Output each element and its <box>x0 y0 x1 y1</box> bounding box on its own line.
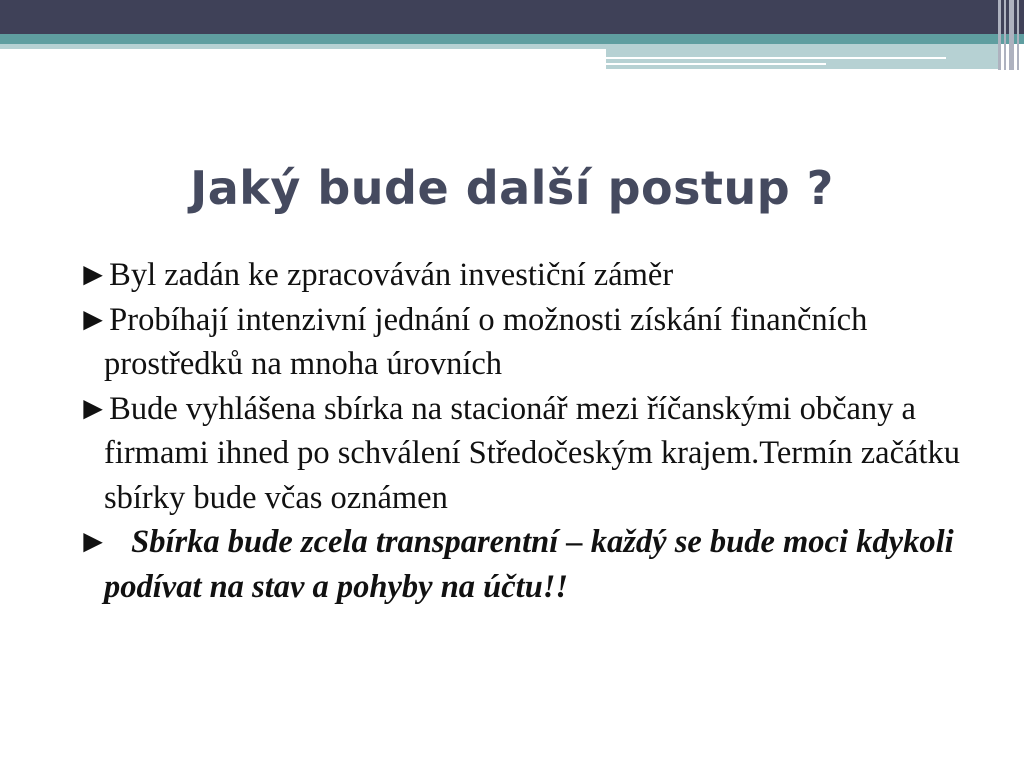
bullet-text: Bude vyhlášena sbírka na stacionář mezi říčanskými občany a firmami ihned po schválení Středočeským krajem.Termín začátku sbírky bude včas oznámen <box>104 390 960 516</box>
header-band-dark <box>0 0 1024 34</box>
slide-title: Jaký bude další postup ? <box>190 161 834 215</box>
bullet-text: Sbírka bude zcela transparentní – každý se bude moci kdykoli podívat na stav a pohyby na účtu!! <box>104 524 954 605</box>
bullet-text: Byl zadán ke zpracováván investiční záměr <box>109 257 674 293</box>
bullet-marker-icon: ► <box>77 524 110 560</box>
header-accent-line <box>606 57 946 59</box>
bullet-item <box>77 298 977 387</box>
header-band-teal <box>0 34 1024 44</box>
header-vertical-stripes <box>996 0 1024 70</box>
header-accent-line <box>606 63 826 65</box>
bullet-marker-icon: ► <box>77 257 110 293</box>
bullet-item <box>77 253 977 298</box>
header-accent-block <box>606 49 1000 69</box>
bullet-marker-icon: ► <box>77 390 110 427</box>
bullet-item <box>77 387 977 521</box>
bullet-item-emphasized <box>77 520 977 609</box>
bullet-text: Probíhají intenzivní jednání o možnosti získání finančních prostředků na mnoha úrovních <box>104 301 868 382</box>
bullet-marker-icon: ► <box>77 301 110 338</box>
bullet-list <box>77 253 977 609</box>
